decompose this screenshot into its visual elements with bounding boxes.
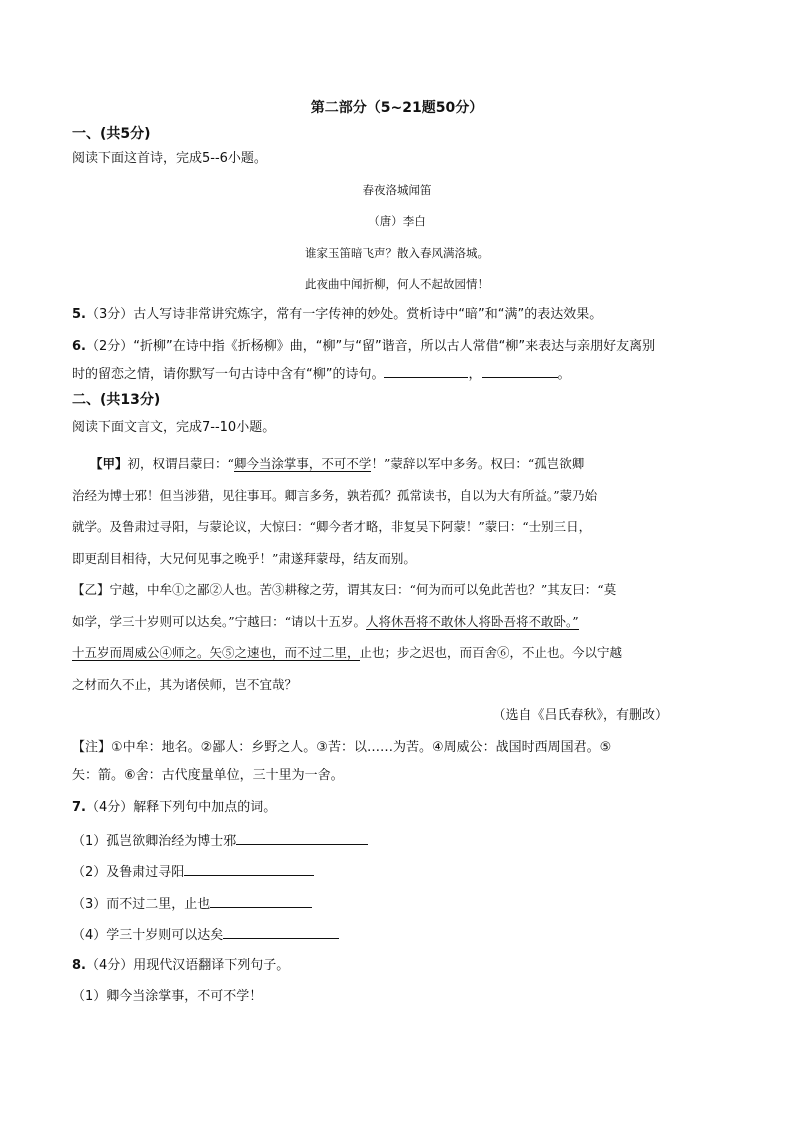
question-number: 7. xyxy=(72,800,86,815)
passage-text: 初，权谓吕蒙曰：“ xyxy=(127,456,234,471)
question-score: （4分） xyxy=(85,800,134,815)
notes-line-2: 矢：箭。⑥舍：古代度量单位，三十里为一舍。 xyxy=(72,768,344,783)
item-text: （2）及鲁肃过寻阳 xyxy=(72,865,185,880)
passage-jia-line-1 xyxy=(90,454,584,474)
passage-jia-line-3: 就学。及鲁肃过寻阳，与蒙论议，大惊曰：“卿今者才略，非复吴下阿蒙！”蒙曰：“士别三日， xyxy=(72,519,592,534)
question-6-line-2 xyxy=(72,363,571,385)
item-text: （4）学三十岁则可以达矣 xyxy=(72,928,224,943)
question-score: （4分） xyxy=(85,958,134,973)
passage-source: （选自《吕氏春秋》，有删改） xyxy=(492,708,668,723)
passage-label: 【甲】 xyxy=(90,456,128,471)
section2-heading: 二、(共13分) xyxy=(72,392,161,408)
question-7-item-3 xyxy=(72,893,312,915)
passage-text: 宁越，中牟①之鄙②人也。苦③耕稼之劳，谓其友曰：“何为而可以免此苦也？”其友曰：“莫 xyxy=(109,582,617,597)
item-text: （1）孤岂欲卿治经为博士邪 xyxy=(72,834,237,849)
section2-instruction: 阅读下面文言文，完成7--10小题。 xyxy=(72,420,276,435)
question-score: （3分） xyxy=(85,307,134,322)
poem-title: 春夜洛城闻笛 xyxy=(362,183,432,197)
question-text: 用现代汉语翻译下列句子。 xyxy=(133,958,290,973)
passage-yi-line-1 xyxy=(72,580,616,600)
poem-author: （唐）李白 xyxy=(368,214,426,228)
passage-yi-line-4: 之材而久不止，其为诸侯师，岂不宜哉？ xyxy=(72,677,298,692)
question-text: 古人写诗非常讲究炼字，常有一字传神的妙处。赏析诗中“暗”和“满”的表达效果。 xyxy=(133,307,603,322)
passage-yi-line-2 xyxy=(72,612,579,632)
passage-underlined: 卿今当涂掌事，不可不学 xyxy=(233,456,372,471)
question-number: 5. xyxy=(72,307,86,322)
notes-line-1: 【注】①中牟：地名。②鄙人：乡野之人。③苦：以……为苦。④周威公：战国时西周国君。⑤ xyxy=(72,740,612,755)
question-number: 8. xyxy=(72,958,86,973)
question-text: 时的留恋之情，请你默写一句古诗中含有“柳”的诗句。 xyxy=(72,367,385,382)
answer-blank[interactable] xyxy=(236,830,368,845)
question-7-item-4 xyxy=(72,924,339,946)
passage-underlined: 十五岁而周威公④师之。矢⑤之速也，而不过二里， xyxy=(72,645,360,660)
answer-blank[interactable] xyxy=(184,861,314,876)
question-8 xyxy=(72,956,289,976)
passage-text: 止也；步之迟也，而百舍⑥，不止也。今以宁越 xyxy=(359,645,623,660)
separator: ， xyxy=(468,367,482,382)
section1-heading: 一、(共5分) xyxy=(72,126,151,142)
passage-yi-line-3 xyxy=(72,643,622,663)
question-text: “折柳”在诗中指《折杨柳》曲，“柳”与“留”谐音，所以古人常借“柳”来表达与亲朋好友离别 xyxy=(133,339,656,354)
question-8-item-1: （1）卿今当涂掌事，不可不学！ xyxy=(72,989,263,1004)
poem-line-2: 此夜曲中闻折柳，何人不起故园情！ xyxy=(305,277,489,291)
passage-jia-line-4: 即更刮目相待，大兄何见事之晚乎！”肃遂拜蒙母，结友而别。 xyxy=(72,551,416,566)
passage-text: 如学，学三十岁则可以达矣。”宁越曰：“请以十五岁。 xyxy=(72,614,367,629)
passage-label: 【乙】 xyxy=(72,582,110,597)
question-5 xyxy=(72,305,602,325)
question-number: 6. xyxy=(72,339,86,354)
passage-jia-line-2: 治经为博士邪！但当涉猎，见往事耳。卿言多务，孰若孤？孤常读书，自以为大有所益。”蒙乃始 xyxy=(72,488,598,503)
end-mark: 。 xyxy=(557,367,571,382)
question-7-item-2 xyxy=(72,861,314,883)
section1-instruction: 阅读下面这首诗，完成5--6小题。 xyxy=(72,151,267,166)
item-text: （3）而不过二里，止也 xyxy=(72,897,211,912)
answer-blank[interactable] xyxy=(210,893,312,908)
part-title: 第二部分（5~21题50分） xyxy=(310,100,484,116)
poem-line-1: 谁家玉笛暗飞声？散入春风满洛城。 xyxy=(305,246,489,260)
answer-blank-1[interactable] xyxy=(384,363,468,378)
question-7 xyxy=(72,798,276,818)
answer-blank-2[interactable] xyxy=(482,363,558,378)
question-text: 解释下列句中加点的词。 xyxy=(133,800,277,815)
passage-text: ！”蒙辞以军中多务。权曰：“孤岂欲卿 xyxy=(371,456,585,471)
answer-blank[interactable] xyxy=(223,924,339,939)
question-score: （2分） xyxy=(85,339,134,354)
question-7-item-1 xyxy=(72,830,368,852)
question-6-line-1 xyxy=(72,337,655,357)
passage-underlined: 人将休吾将不敢休人将卧吾将不敢卧。” xyxy=(366,614,579,629)
